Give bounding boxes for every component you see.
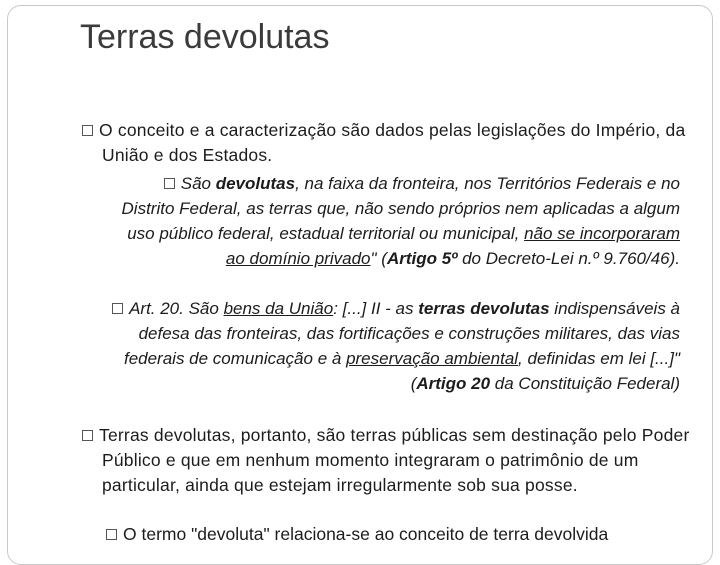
bullet-definition <box>82 423 692 498</box>
bullet-box-icon <box>106 529 117 540</box>
constitution-text-underlined-2: preservação ambiental <box>346 349 519 368</box>
constitution-text-bold: terras devolutas <box>418 299 550 318</box>
decree-text-bold: devolutas <box>215 174 296 193</box>
decree-article-ref: Artigo 5º <box>386 249 458 268</box>
decree-text-4: do Decreto-Lei n.º 9.760/46). <box>457 249 680 268</box>
constitution-text-1: Art. 20. São <box>129 299 224 318</box>
decree-text-underlined: não se incorporaram ao domínio privado <box>225 224 680 268</box>
decree-text-1: São <box>180 174 216 193</box>
decree-text-2: , na faixa da fronteira, nos Territórios Federais e no Distrito Federal, as terras que, não sendo próprios nem aplicadas a algum uso público federal, estadual territorial ou municipal, <box>121 174 680 243</box>
bullet-concept-text: O conceito e a caracterização são dados pelas legislações do Império, da União e dos Estados. <box>99 120 686 165</box>
bullet-box-icon <box>82 430 93 441</box>
constitution-text-4: , definidas em lei [...]" ( <box>410 349 680 393</box>
bullet-box-icon <box>164 178 175 189</box>
sub-bullet-term <box>106 522 706 547</box>
constitution-text-5: da Constituição Federal) <box>490 374 680 393</box>
constitution-text-3: indispensáveis à defesa das fronteiras, das fortificações e construções militares, das vias federais de comunicação e à <box>123 299 680 368</box>
bullet-box-icon <box>112 303 123 314</box>
sub-bullet-term-text: O termo "devoluta" relaciona-se ao conceito de terra devolvida <box>123 524 609 544</box>
sub-bullet-decree <box>110 171 680 271</box>
constitution-text-underlined-1: bens da União <box>223 299 334 318</box>
sub-bullet-constitution <box>110 296 680 396</box>
constitution-text-2: : [...] II - as <box>333 299 419 318</box>
bullet-concept <box>82 118 692 168</box>
decree-text-3: " ( <box>370 249 387 268</box>
bullet-definition-text: Terras devolutas, portanto, são terras públicas sem destinação pelo Poder Público e que em nenhum momento integraram o patrimônio de um particular, ainda que estejam irregularmente sob sua posse. <box>99 425 690 495</box>
slide-title: Terras devolutas <box>80 18 330 56</box>
bullet-box-icon <box>82 125 93 136</box>
constitution-article-ref: Artigo 20 <box>416 374 491 393</box>
